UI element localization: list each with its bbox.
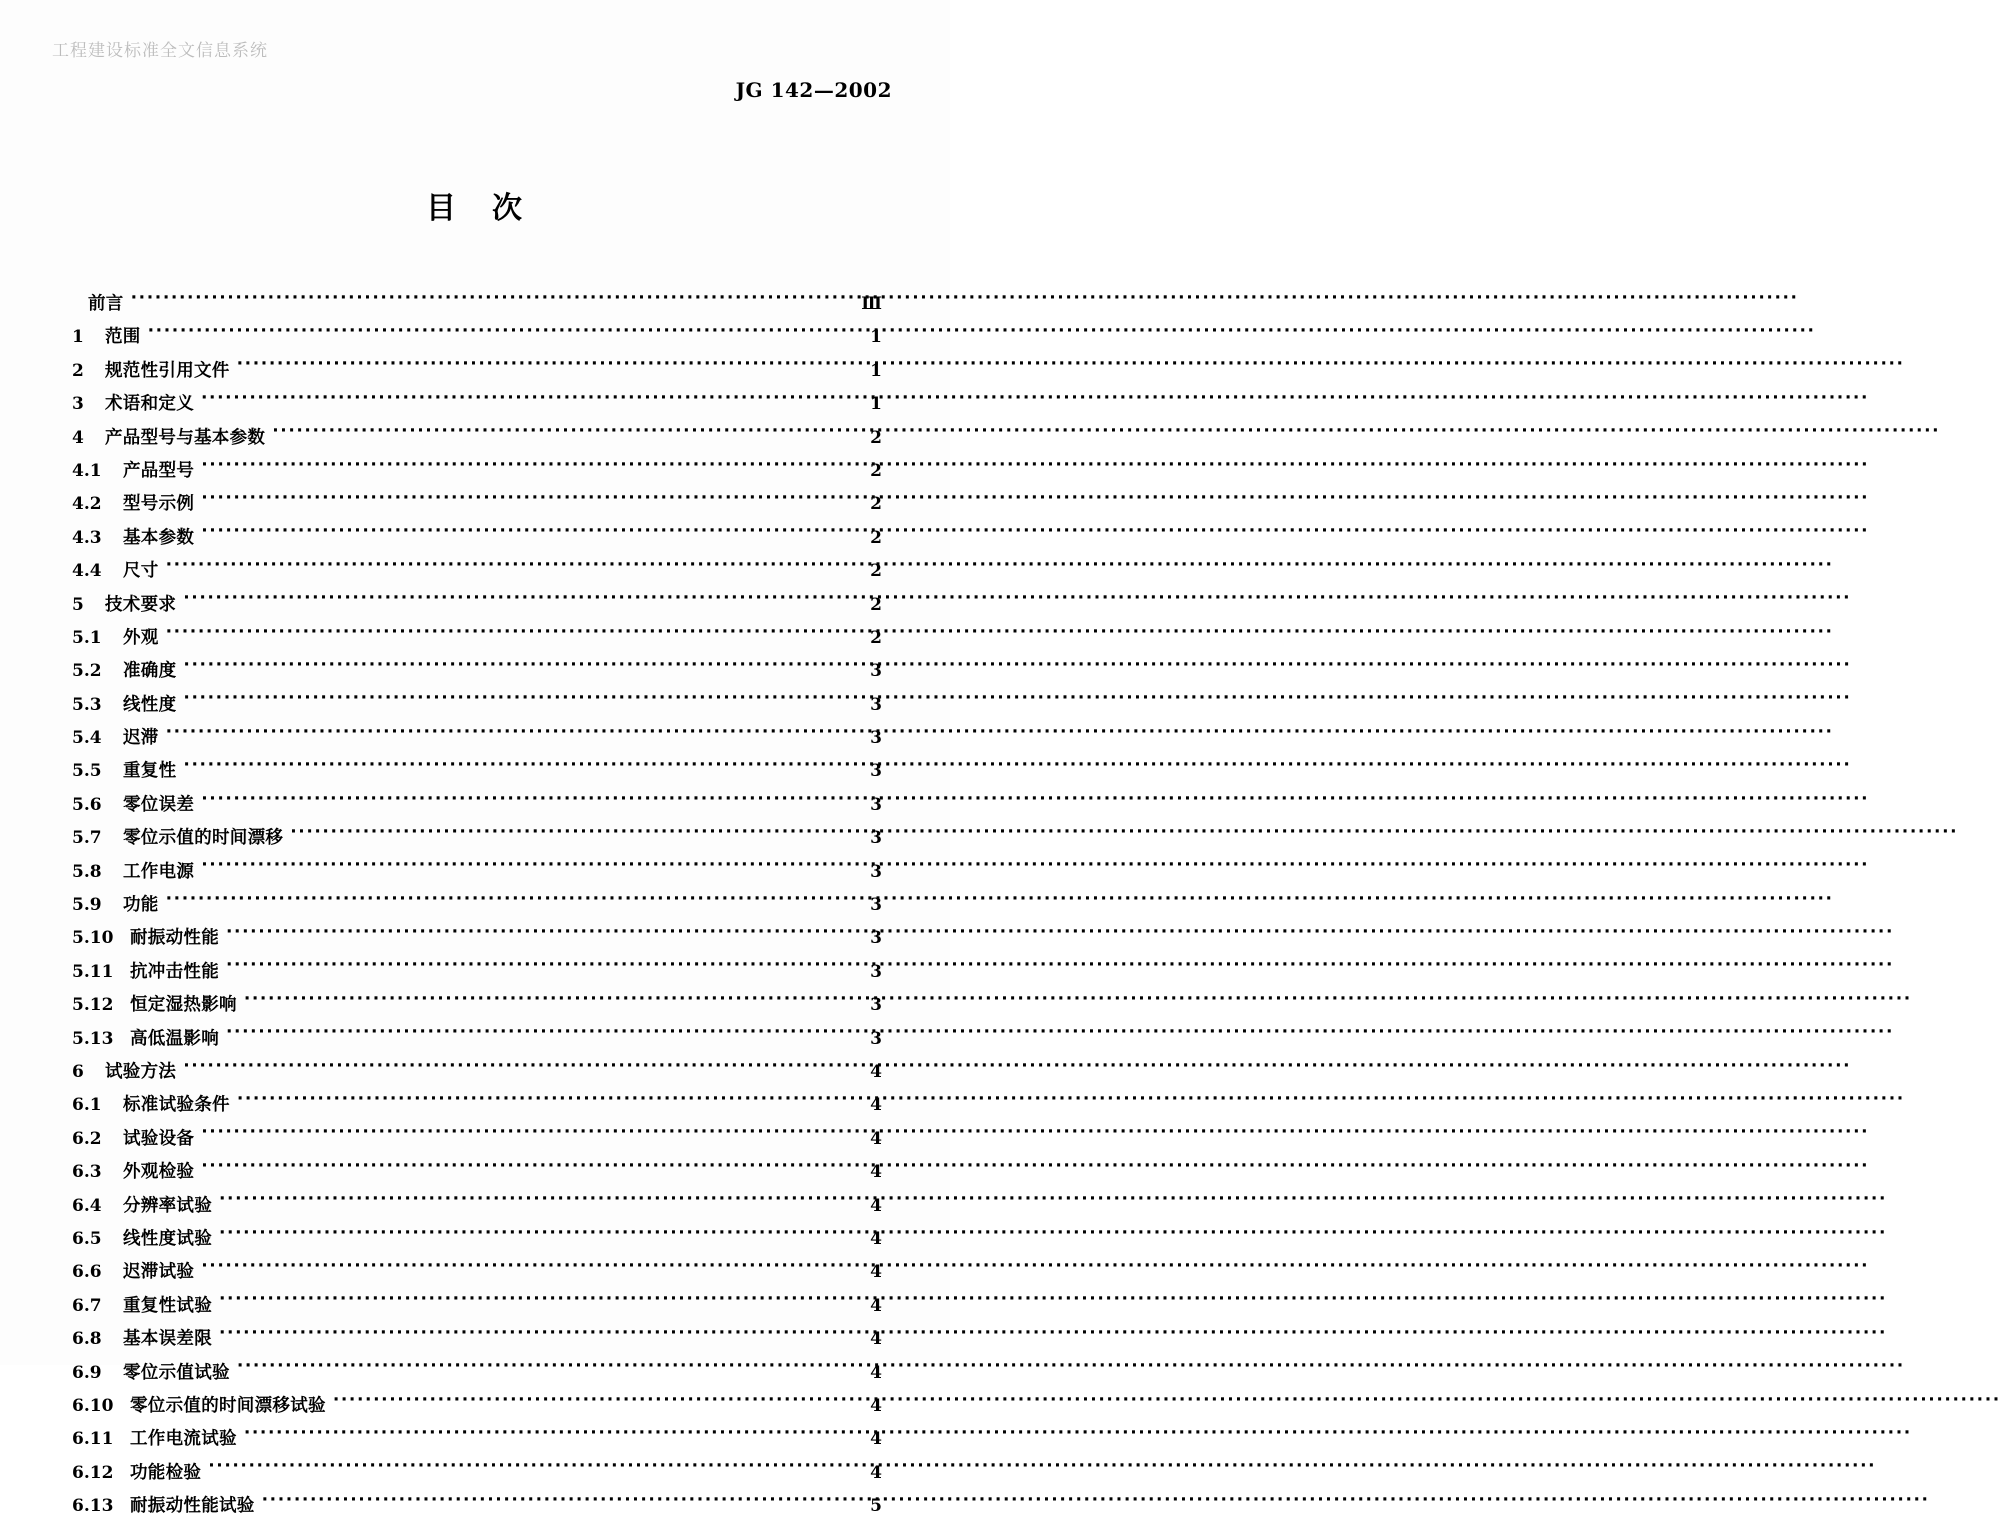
toc-entry-page-number: 3 [870,661,882,682]
toc-entry[interactable] [72,1158,882,1191]
toc-entry-number: 4 [72,427,84,448]
toc-entry[interactable] [72,724,882,757]
toc-entry-number: 6.4 [72,1195,102,1216]
toc-entry-label: 工作电源 [123,861,195,882]
toc-entry-number: 6.7 [72,1295,102,1316]
toc-dot-leader [201,1126,851,1144]
toc-entry-number: 5.11 [72,961,114,982]
toc-entry-label: 分辨率试验 [123,1195,212,1216]
toc-entry-label: 准确度 [123,661,177,682]
toc-entry[interactable] [72,691,882,724]
toc-entry[interactable] [72,657,882,690]
toc-entry[interactable] [72,991,882,1024]
toc-entry-label: 耐振动性能 [130,928,219,949]
toc-entry[interactable] [72,1459,882,1492]
toc-entry[interactable] [72,891,882,924]
toc-entry-number: 5.3 [72,694,102,715]
toc-entry-page-number: 4 [870,1429,882,1450]
toc-dot-leader [244,993,851,1011]
toc-entry[interactable] [72,591,882,624]
toc-entry-page-number: 3 [870,761,882,782]
toc-entry-page-number: 1 [870,394,882,415]
toc-entry-page-number: 3 [870,861,882,882]
toc-entry-number: 6.1 [72,1095,102,1116]
toc-entry-page-number: 3 [870,728,882,749]
toc-entry-number: 6.3 [72,1162,102,1183]
toc-entry-page-number: 3 [870,1028,882,1049]
toc-entry-number: 6 [72,1061,84,1082]
toc-entry[interactable] [72,1425,882,1458]
toc-entry[interactable] [72,290,882,323]
toc-entry-page-number: 4 [870,1061,882,1082]
toc-entry-page-number: 2 [870,627,882,648]
toc-entry-label: 重复性试验 [123,1295,212,1316]
toc-entry-number: 5 [72,594,84,615]
toc-entry-label: 线性度试验 [123,1228,212,1249]
toc-dot-leader [201,525,851,543]
toc-entry[interactable] [72,424,882,457]
toc-dot-leader [208,1460,851,1478]
toc-entry[interactable] [72,457,882,490]
toc-dot-leader [166,559,851,577]
toc-entry-page-number: 2 [870,494,882,515]
toc-entry-label: 零位示值试验 [123,1362,230,1383]
toc-entry-number: 3 [72,394,84,415]
toc-entry-number: 6.6 [72,1262,102,1283]
toc-dot-leader [183,592,851,610]
toc-entry-label: 术语和定义 [105,394,194,415]
toc-dot-leader [237,1360,851,1378]
toc-dot-leader [237,358,851,376]
toc-entry-number: 6.5 [72,1228,102,1249]
toc-entry[interactable] [72,1225,882,1258]
toc-entry[interactable] [72,624,882,657]
toc-dot-leader [290,826,851,844]
toc-entry-label: 基本误差限 [123,1329,212,1350]
toc-entry-number: 5.6 [72,794,102,815]
toc-entry-number: 5.10 [72,928,114,949]
toc-entry-number: 5.1 [72,627,102,648]
toc-entry-page-number: 4 [870,1462,882,1483]
toc-dot-leader [219,1193,851,1211]
toc-entry[interactable] [72,1091,882,1124]
toc-entry-page-number: 3 [870,794,882,815]
toc-entry-number: 4.1 [72,460,102,481]
standard-number-header: JG 142—2002 [735,78,892,102]
toc-entry[interactable] [72,1492,882,1525]
toc-dot-leader [131,292,851,310]
toc-dot-leader [201,492,851,510]
toc-entry-label: 抗冲击性能 [130,961,219,982]
toc-entry-page-number: 4 [870,1295,882,1316]
toc-dot-leader [237,1093,851,1111]
toc-entry-page-number: 2 [870,427,882,448]
page-title-right: 次 [492,191,524,226]
toc-entry-label: 尺寸 [123,561,159,582]
toc-dot-leader [183,659,851,677]
toc-dot-leader [226,959,851,977]
toc-dot-leader [201,859,851,877]
toc-entry-page-number: 4 [870,1095,882,1116]
toc-entry-number: 4.3 [72,527,102,548]
toc-entry[interactable] [72,1359,882,1392]
toc-entry[interactable] [72,1125,882,1158]
toc-entry-label: 耐振动性能试验 [130,1496,255,1517]
toc-entry[interactable] [72,1192,882,1225]
toc-entry-number: 5.2 [72,661,102,682]
toc-entry-page-number: 1 [870,327,882,348]
toc-entry-label: 线性度 [123,694,177,715]
toc-entry-label: 零位示值的时间漂移试验 [130,1395,326,1416]
toc-entry-number: 6.11 [72,1429,114,1450]
toc-entry-label: 试验方法 [105,1061,177,1082]
toc-dot-leader [183,692,851,710]
toc-entry-label: 迟滞试验 [123,1262,195,1283]
toc-entry-page-number: 3 [870,928,882,949]
toc-dot-leader [166,726,851,744]
toc-dot-leader [262,1494,851,1512]
toc-entry-page-number: 4 [870,1329,882,1350]
toc-dot-leader [244,1427,851,1445]
toc-entry[interactable] [72,357,882,390]
toc-entry-number: 6.10 [72,1395,114,1416]
toc-entry-page-number: 3 [870,895,882,916]
toc-entry-number: 4.4 [72,561,102,582]
toc-entry-label: 外观 [123,627,159,648]
toc-entry-page-number: 4 [870,1362,882,1383]
toc-entry-number: 2 [72,360,84,381]
toc-dot-leader [219,1226,851,1244]
toc-entry-label: 高低温影响 [130,1028,219,1049]
page-title [0,183,950,227]
toc-entry-label: 迟滞 [123,728,159,749]
toc-entry[interactable] [72,323,882,356]
toc-entry-number: 5.13 [72,1028,114,1049]
toc-entry-page-number: 3 [870,694,882,715]
toc-entry-label: 试验设备 [123,1128,195,1149]
toc-entry[interactable] [72,1292,882,1325]
toc-entry-page-number: 3 [870,995,882,1016]
toc-entry-label: 重复性 [123,761,177,782]
toc-entry[interactable] [72,1258,882,1291]
toc-entry-page-number: 4 [870,1162,882,1183]
toc-entry-number: 5.5 [72,761,102,782]
toc-entry-label: 产品型号与基本参数 [105,427,266,448]
toc-entry-label: 基本参数 [123,527,195,548]
toc-entry-page-number: 2 [870,561,882,582]
toc-entry[interactable] [72,1025,882,1058]
toc-entry-page-number: Ⅲ [861,294,882,314]
toc-entry-number: 4.2 [72,494,102,515]
toc-entry-label: 技术要求 [105,594,177,615]
toc-entry[interactable] [72,958,882,991]
toc-entry-label: 规范性引用文件 [105,360,230,381]
toc-dot-leader [201,792,851,810]
toc-entry-label: 前言 [88,294,124,314]
toc-entry-label: 范围 [105,327,141,348]
toc-entry-label: 零位误差 [123,794,195,815]
toc-entry-page-number: 1 [870,360,882,381]
toc-entry-number: 6.12 [72,1462,114,1483]
toc-dot-leader [201,1260,851,1278]
toc-entry-page-number: 4 [870,1195,882,1216]
toc-entry-page-number: 3 [870,828,882,849]
toc-entry-label: 外观检验 [123,1162,195,1183]
toc-dot-leader [166,625,851,643]
toc-entry-label: 产品型号 [123,460,195,481]
toc-entry[interactable] [72,757,882,790]
toc-entry-number: 6.8 [72,1329,102,1350]
toc-entry-page-number: 4 [870,1228,882,1249]
toc-entry[interactable] [72,858,882,891]
toc-entry-page-number: 2 [870,594,882,615]
toc-dot-leader [166,893,851,911]
toc-entry-page-number: 2 [870,460,882,481]
toc-dot-leader [201,1160,851,1178]
toc-entry[interactable] [72,1392,882,1425]
toc-dot-leader [226,1026,851,1044]
toc-entry-number: 5.7 [72,828,102,849]
toc-dot-leader [183,759,851,777]
toc-dot-leader [219,1293,851,1311]
toc-entry[interactable] [72,490,882,523]
toc-entry-page-number: 2 [870,527,882,548]
toc-dot-leader [201,392,851,410]
toc-entry[interactable] [72,824,882,857]
toc-entry-page-number: 5 [870,1496,882,1517]
toc-dot-leader [219,1327,851,1345]
toc-entry-label: 恒定湿热影响 [130,995,237,1016]
toc-entry-number: 5.9 [72,895,102,916]
toc-entry[interactable] [72,390,882,423]
toc-entry[interactable] [72,791,882,824]
toc-entry-label: 标准试验条件 [123,1095,230,1116]
toc-entry-page-number: 4 [870,1262,882,1283]
toc-entry[interactable] [72,1325,882,1358]
toc-entry-page-number: 3 [870,961,882,982]
toc-entry-number: 5.4 [72,728,102,749]
toc-entry-page-number: 4 [870,1395,882,1416]
toc-entry-number: 6.13 [72,1496,114,1517]
toc-entry-number: 1 [72,327,84,348]
toc-dot-leader [183,1059,851,1077]
toc-entry-number: 5.12 [72,995,114,1016]
toc-entry-number: 5.8 [72,861,102,882]
toc-entry-label: 工作电流试验 [130,1429,237,1450]
table-of-contents [72,290,882,1525]
toc-dot-leader [333,1393,851,1411]
toc-dot-leader [272,425,851,443]
toc-entry-number: 6.2 [72,1128,102,1149]
toc-entry[interactable] [72,924,882,957]
toc-dot-leader [148,325,851,343]
toc-dot-leader [201,458,851,476]
toc-dot-leader [226,926,851,944]
toc-entry[interactable] [72,524,882,557]
toc-entry-label: 型号示例 [123,494,195,515]
toc-entry[interactable] [72,1058,882,1091]
toc-entry-label: 功能 [123,895,159,916]
document-page [0,0,950,1517]
page-title-left: 目 [426,191,458,226]
toc-entry-number: 6.9 [72,1362,102,1383]
toc-entry-label: 零位示值的时间漂移 [123,828,284,849]
toc-entry-page-number: 4 [870,1128,882,1149]
watermark-text: 工程建设标准全文信息系统 [52,41,268,61]
toc-entry-label: 功能检验 [130,1462,202,1483]
toc-entry[interactable] [72,557,882,590]
